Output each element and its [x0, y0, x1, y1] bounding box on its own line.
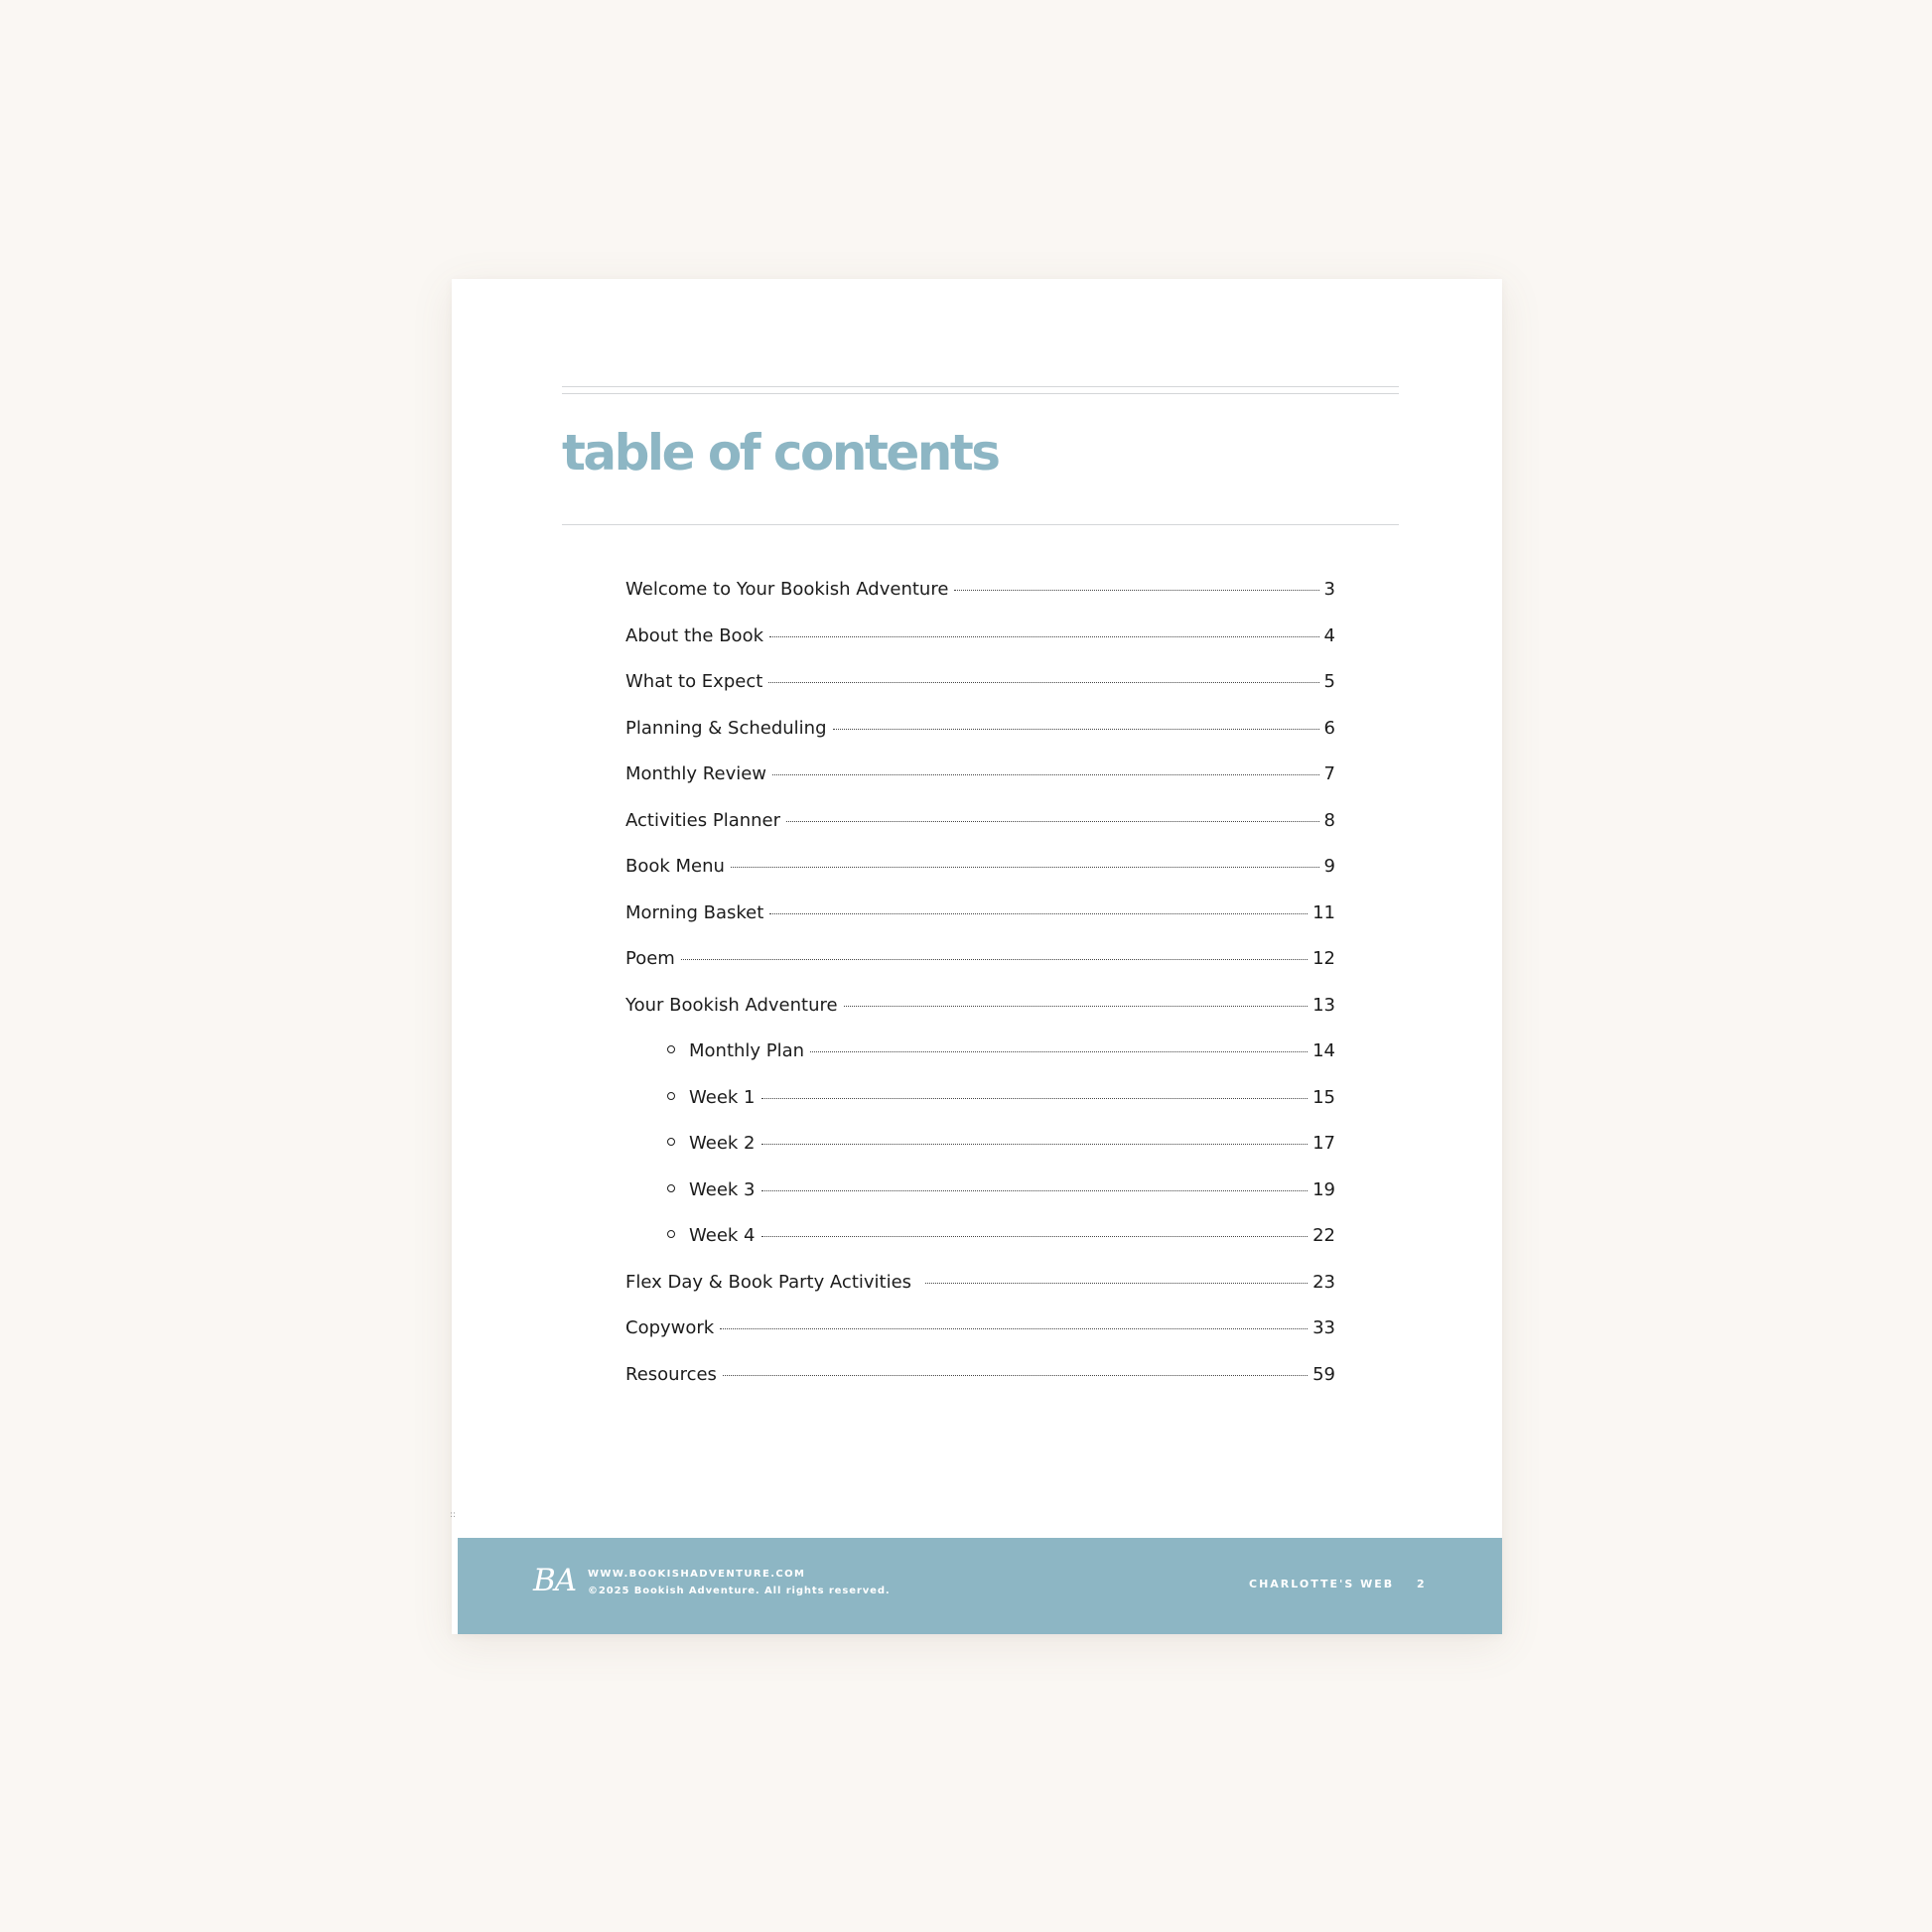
circle-bullet-icon	[667, 1230, 675, 1238]
toc-entry-page: 5	[1323, 671, 1335, 692]
toc-entry-page: 59	[1312, 1363, 1335, 1385]
toc-entry[interactable]	[625, 718, 1335, 764]
toc-entry-page: 4	[1323, 624, 1335, 646]
toc-entry[interactable]	[625, 995, 1335, 1041]
toc-entry-label: Resources	[625, 1363, 717, 1385]
toc-entry[interactable]	[625, 948, 1335, 995]
footer-copyright: ©2025 Bookish Adventure. All rights reserved.	[588, 1586, 891, 1596]
toc-entry[interactable]	[625, 763, 1335, 810]
toc-entry-page: 17	[1312, 1133, 1335, 1154]
toc-entry-page: 23	[1312, 1271, 1335, 1293]
dot-leader	[925, 1283, 1308, 1284]
toc-entry[interactable]	[625, 1087, 1335, 1134]
dot-leader	[769, 913, 1308, 914]
circle-bullet-icon	[667, 1184, 675, 1192]
toc-entry-page: 22	[1312, 1225, 1335, 1246]
dot-leader	[720, 1328, 1308, 1329]
dot-leader	[810, 1051, 1308, 1052]
footer-logo: BA	[533, 1563, 577, 1598]
top-rule	[562, 386, 1399, 387]
document-page	[452, 279, 1502, 1634]
toc-entry-page: 15	[1312, 1086, 1335, 1108]
toc-entry-label: Planning & Scheduling	[625, 717, 827, 739]
toc-entry-label: Week 2	[689, 1133, 756, 1154]
dot-leader	[761, 1236, 1309, 1237]
toc-list	[625, 579, 1335, 1410]
toc-entry-label: Poem	[625, 948, 675, 969]
dot-leader	[769, 636, 1319, 637]
toc-entry[interactable]	[625, 579, 1335, 625]
dot-leader	[833, 729, 1319, 730]
dot-leader	[768, 682, 1318, 683]
toc-entry[interactable]	[625, 625, 1335, 672]
toc-entry-page: 9	[1323, 856, 1335, 877]
page-title: table of contents	[562, 424, 999, 482]
toc-entry-page: 7	[1323, 763, 1335, 784]
toc-entry-label: Monthly Plan	[689, 1040, 805, 1061]
dot-leader	[761, 1098, 1309, 1099]
dot-leader	[761, 1144, 1309, 1145]
circle-bullet-icon	[667, 1092, 675, 1100]
toc-entry-label: About the Book	[625, 624, 763, 646]
toc-entry-page: 11	[1312, 901, 1335, 923]
toc-entry-page: 12	[1312, 948, 1335, 969]
toc-entry-label: Activities Planner	[625, 809, 781, 831]
dot-leader	[681, 959, 1308, 960]
toc-entry-page: 3	[1323, 579, 1335, 600]
dot-leader	[844, 1006, 1309, 1007]
toc-entry-label: Week 3	[689, 1178, 756, 1200]
toc-entry[interactable]	[625, 671, 1335, 718]
circle-bullet-icon	[667, 1138, 675, 1146]
footer-book-title: CHARLOTTE'S WEB	[1249, 1578, 1395, 1590]
footer-url[interactable]: WWW.BOOKISHADVENTURE.COM	[588, 1569, 806, 1580]
toc-entry-label: Copywork	[625, 1317, 715, 1338]
toc-entry[interactable]	[625, 902, 1335, 949]
toc-entry-page: 6	[1323, 717, 1335, 739]
toc-entry-page: 33	[1312, 1317, 1335, 1338]
dot-leader	[786, 821, 1319, 822]
toc-entry-page: 13	[1312, 994, 1335, 1016]
dot-leader	[723, 1375, 1308, 1376]
dot-leader	[954, 590, 1318, 591]
dot-leader	[761, 1190, 1309, 1191]
toc-entry-label: Your Bookish Adventure	[625, 994, 838, 1016]
dot-leader	[731, 867, 1319, 868]
toc-entry-label: What to Expect	[625, 671, 763, 692]
toc-entry[interactable]	[625, 1179, 1335, 1226]
toc-entry[interactable]	[625, 1040, 1335, 1087]
toc-entry-label: Morning Basket	[625, 901, 764, 923]
toc-entry-label: Week 1	[689, 1086, 756, 1108]
toc-entry-label: Welcome to Your Bookish Adventure	[625, 579, 949, 600]
toc-entry-page: 8	[1323, 809, 1335, 831]
toc-entry[interactable]	[625, 1364, 1335, 1411]
footer-page-number: 2	[1417, 1578, 1425, 1590]
toc-entry-label: Book Menu	[625, 856, 725, 877]
footer-bar	[458, 1538, 1502, 1634]
edge-mark: ::	[450, 1510, 457, 1520]
top-rule-secondary	[562, 393, 1399, 394]
circle-bullet-icon	[667, 1045, 675, 1053]
toc-entry-label: Monthly Review	[625, 763, 767, 784]
title-divider	[562, 524, 1399, 525]
toc-entry[interactable]	[625, 1133, 1335, 1179]
toc-entry[interactable]	[625, 1272, 1335, 1318]
toc-entry[interactable]	[625, 810, 1335, 857]
toc-entry-label: Flex Day & Book Party Activities	[625, 1271, 912, 1293]
toc-entry[interactable]	[625, 1225, 1335, 1272]
dot-leader	[772, 774, 1319, 775]
toc-entry-page: 19	[1312, 1178, 1335, 1200]
toc-entry-page: 14	[1312, 1040, 1335, 1061]
toc-entry[interactable]	[625, 856, 1335, 902]
toc-entry[interactable]	[625, 1317, 1335, 1364]
toc-entry-label: Week 4	[689, 1225, 756, 1246]
